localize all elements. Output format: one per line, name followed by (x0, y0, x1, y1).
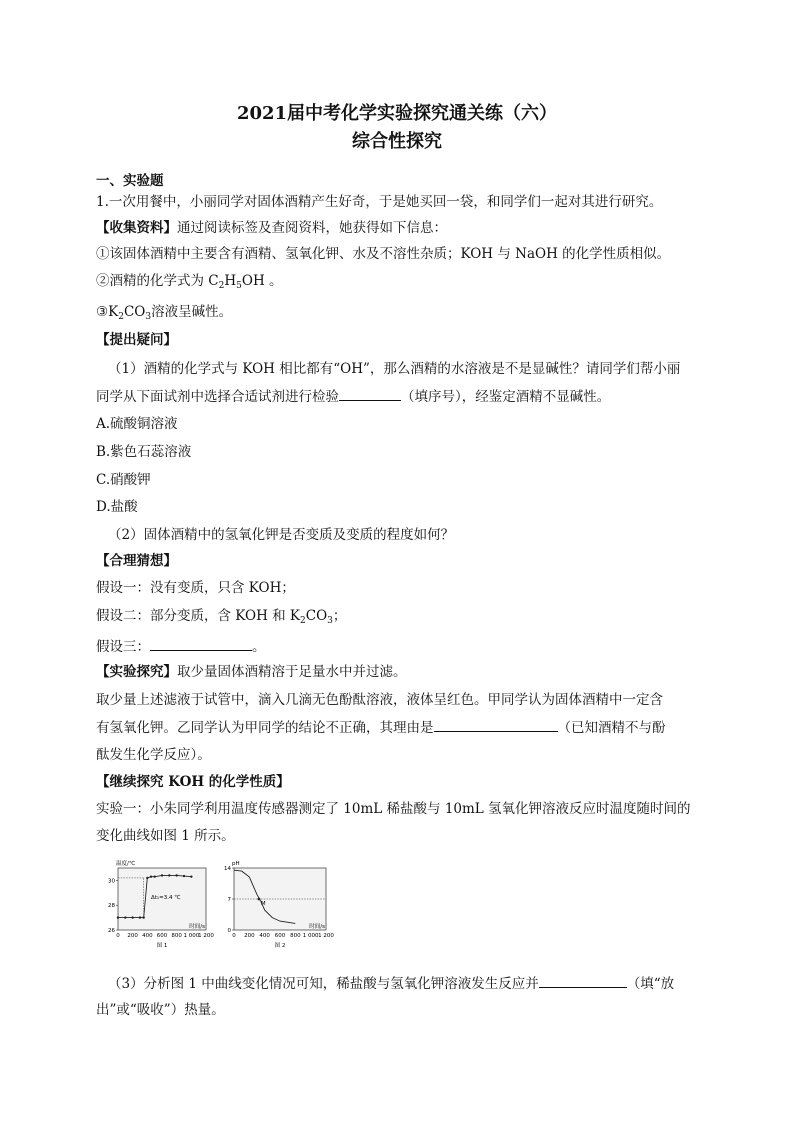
info-item-2: ②酒精的化学式为 $C_2H_5OH$ 。 (96, 273, 283, 291)
info-item-1: ①该固体酒精中主要含有酒精、氢氧化钾、水及不溶性杂质；KOH 与 NaOH 的化学性质相似。 (96, 246, 671, 262)
y-tick-label: 30 (108, 878, 115, 885)
x-tick-label: 800 (171, 933, 182, 939)
sub-question-3-line-1: （3）分析图 1 中曲线变化情况可知，稀盐酸与氢氧化钾溶液发生反应并 （填“放 (108, 973, 718, 994)
y-tick-label: 28 (108, 903, 115, 910)
figure-2 (224, 861, 334, 949)
data-point (131, 916, 133, 918)
figure-1 (108, 859, 214, 949)
x-tick-label: 600 (274, 933, 286, 939)
experiment-line-2: 取少量上述滤液于试管中，滴入几滴无色酚酞溶液，液体呈红色。甲同学认为固体酒精中一定含 (96, 692, 663, 708)
data-point (183, 875, 185, 877)
answer-blank-2[interactable] (150, 636, 252, 651)
experiment-line-3: 有氢氧化钾。乙同学认为甲同学的结论不正确，其理由是 （已知酒精不与酚 (96, 717, 706, 738)
option-c: C.硝酸钾 (96, 472, 151, 488)
data-point (150, 875, 152, 877)
figure-svg (96, 858, 352, 960)
answer-blank-4[interactable] (539, 973, 627, 988)
guess-label: 【合理猜想】 (96, 553, 177, 569)
delta-annotation: Δt₁=3.4 ℃ (151, 895, 181, 901)
continue-label: 【继续探究 KOH 的化学性质】 (96, 774, 290, 790)
collect-label: 【收集资料】 (96, 220, 177, 236)
sub-question-1-line-2: 同学从下面试剂中选择合适试剂进行检验 （填序号），经鉴定酒精不显碱性。 (96, 386, 706, 407)
data-point (124, 916, 126, 918)
collect-text: 通过阅读标签及查阅资料，她获得如下信息： (177, 220, 447, 236)
x-tick-label: 800 (290, 933, 301, 939)
x-tick-label: 400 (142, 933, 153, 939)
data-point (153, 875, 155, 877)
x-tick-label: 1 000 (302, 933, 319, 939)
experiment-label: 【实验探究】 (96, 664, 177, 680)
point-m (258, 898, 261, 901)
experiment-one-line-2: 变化曲线如图 1 所示。 (96, 828, 235, 844)
x-tick-label: 400 (259, 933, 270, 939)
x-axis-label: 时间/s (189, 924, 205, 930)
y-tick-label: 7 (227, 897, 231, 903)
experiment-line-1: 【实验探究】取少量固体酒精溶于足量水中并过滤。 (96, 664, 407, 680)
experiment-one-line-1: 实验一：小朱同学利用温度传感器测定了 10mL 稀盐酸与 10mL 氢氧化钾溶液反应时温度随时间的 (96, 801, 691, 817)
document-subtitle: 综合性探究 (352, 131, 442, 152)
data-point (146, 877, 148, 879)
y-tick-label: 0 (227, 928, 231, 934)
x-tick-label: 1 200 (198, 933, 214, 939)
x-tick-label: 200 (244, 933, 255, 939)
document-title: 2021届中考化学实验探究通关练（六） (236, 103, 558, 124)
figure-panel (96, 858, 352, 960)
hypothesis-3: 假设三： 。 (96, 636, 706, 657)
x-tick-label: 1 000 (183, 933, 200, 939)
figure-caption: 图 2 (274, 943, 286, 949)
y-axis-label: pH (232, 861, 240, 867)
answer-blank-1[interactable] (339, 386, 401, 401)
x-axis-label: 时间/s (309, 924, 325, 930)
y-axis-label: 温度/℃ (116, 861, 136, 867)
hypothesis-1: 假设一：没有变质，只含 KOH； (96, 580, 295, 596)
sub-question-1-line-1: （1）酒精的化学式与 KOH 相比都有“OH”，那么酒精的水溶液是不是显碱性？请同学们帮小丽 (108, 361, 681, 377)
figure-caption: 图 1 (156, 943, 168, 949)
option-d: D.盐酸 (96, 499, 138, 515)
answer-blank-3[interactable] (434, 717, 558, 732)
question-intro: 1.一次用餐中，小丽同学对固体酒精产生好奇，于是她买回一袋，和同学们一起对其进行研究。 (96, 194, 663, 210)
data-point (168, 874, 170, 876)
option-b: B.紫色石蕊溶液 (96, 444, 192, 460)
y-tick-label: 26 (108, 928, 115, 934)
hypothesis-2: 假设二：部分变质，含 KOH 和 $K_2CO_3$； (96, 608, 347, 626)
data-point (161, 874, 163, 876)
info-item-3: $③K_2CO_3$溶液呈碱性。 (96, 304, 233, 322)
x-tick-label: 0 (116, 933, 120, 939)
question-label: 【提出疑问】 (96, 332, 177, 348)
experiment-line-4: 酞发生化学反应）。 (96, 747, 211, 763)
x-tick-label: 200 (127, 933, 138, 939)
sub-question-2: （2）固体酒精中的氢氧化钾是否变质及变质的程度如何？ (108, 527, 455, 543)
y-tick-label: 14 (224, 866, 231, 872)
x-tick-label: 1 200 (318, 933, 334, 939)
data-point (139, 916, 141, 918)
sub-question-3-line-2: 出”或“吸收”）热量。 (96, 1002, 225, 1018)
x-tick-label: 600 (156, 933, 168, 939)
x-tick-label: 0 (232, 933, 236, 939)
data-point (190, 875, 192, 877)
collect-info-line (96, 218, 706, 238)
data-point (117, 916, 119, 918)
data-point (175, 874, 177, 876)
section-heading: 一、实验题 (96, 173, 164, 189)
point-m-label: M (260, 901, 266, 907)
option-a: A.硫酸铜溶液 (96, 416, 178, 432)
